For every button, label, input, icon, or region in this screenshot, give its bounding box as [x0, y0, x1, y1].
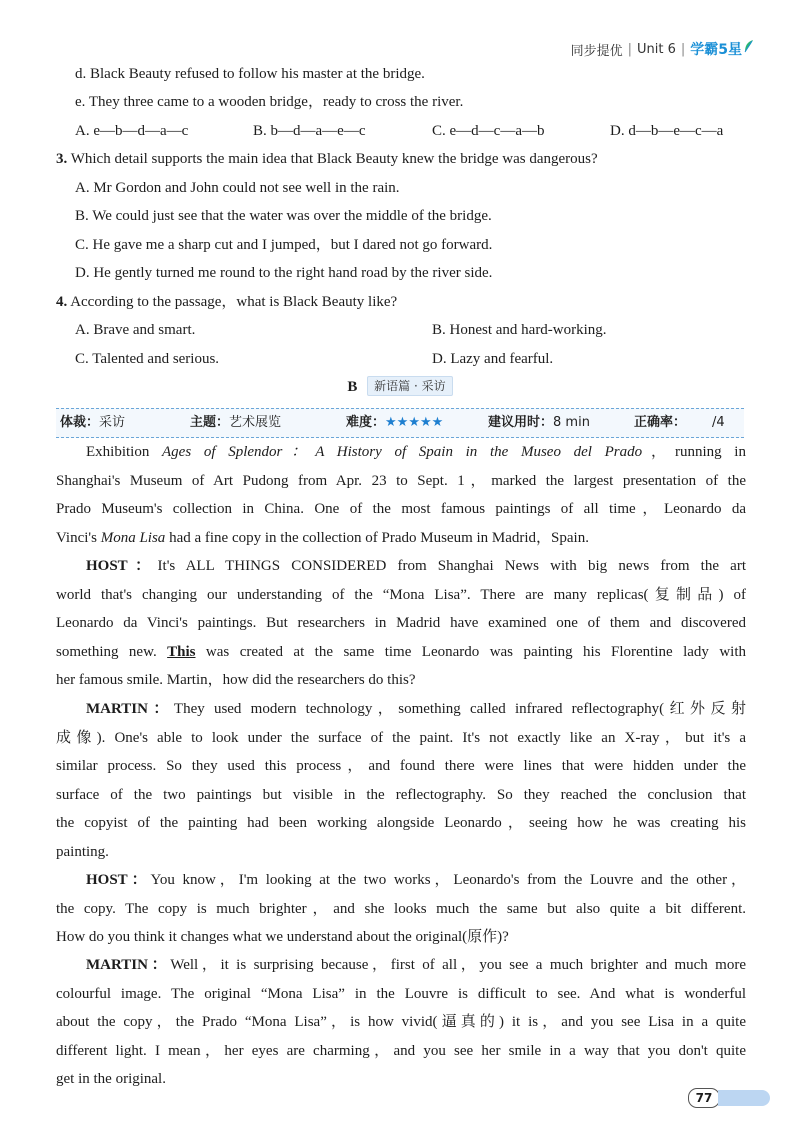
martin1-line-5: the copyist of the painting had been working alongside Leonardo，seeing how he was creating his: [56, 815, 746, 831]
page-number-badge: [688, 1088, 770, 1108]
martin2-line-5: get in the original.: [56, 1071, 166, 1087]
q3-option-a[interactable]: A. Mr Gordon and John could not see well in the rain.: [75, 180, 400, 196]
q2-option-a[interactable]: A. e—b—d—a—c: [75, 123, 189, 139]
q2-option-d[interactable]: D. d—b—e—c—a: [610, 123, 724, 139]
info-genre-key: 体裁：: [60, 415, 100, 430]
host1-text: something new.: [56, 643, 168, 660]
q4-stem-text: According to the passage，what is Black Beauty like?: [70, 294, 398, 310]
info-topic: [190, 409, 281, 437]
host1-line-4: [56, 638, 746, 667]
difficulty-stars-icon: ★★★★★: [385, 415, 444, 430]
info-time-value: 8 min: [553, 415, 590, 430]
martin1-line-1: [56, 695, 746, 724]
highlighted-word-this: This: [167, 643, 196, 660]
info-accuracy-value: /4: [712, 415, 725, 430]
host1-line-1: [56, 552, 746, 581]
q2-statement-d: d. Black Beauty refused to follow his master at the bridge.: [75, 66, 425, 82]
q3-stem-text: Which detail supports the main idea that Black Beauty knew the bridge was dangerous?: [70, 151, 598, 167]
brand-leaf-icon: [743, 39, 754, 53]
host1-text: It's ALL THINGS CONSIDERED from Shanghai News with big news from the art: [157, 558, 746, 574]
q3-option-b[interactable]: B. We could just see that the water was over the middle of the bridge.: [75, 208, 492, 224]
running-header: [571, 38, 754, 60]
q4-number: 4.: [56, 294, 68, 310]
section-tag: 新语篇 · 采访: [367, 376, 452, 396]
q2-option-c[interactable]: C. e—d—c—a—b: [432, 123, 545, 139]
q4-option-a[interactable]: A. Brave and smart.: [75, 322, 196, 338]
info-time-key: 建议用时：: [488, 415, 554, 430]
passage-martin-2: [56, 951, 746, 1094]
martin2-line-1: [56, 951, 746, 980]
martin1-line-2: 成像). One's able to look under the surface of the paint. It's not exactly like an X-ray，but it's a: [56, 729, 746, 746]
section-b-heading: [0, 376, 800, 397]
martin1-line-4: surface of the two paintings but visible in the reflectography. So they reached the conclusion that: [56, 786, 746, 803]
host1-line-3: Leonardo da Vinci's paintings. But researchers in Madrid have examined one of them and discovered: [56, 615, 746, 631]
info-time: [488, 409, 590, 437]
info-accuracy-key: 正确率：: [634, 415, 687, 430]
martin1-line-6: painting.: [56, 843, 109, 860]
speaker-host: HOST：: [86, 872, 151, 888]
martin2-line-2: colourful image. The original “Mona Lisa” in the Louvre is difficult to see. And what is wonderful: [56, 985, 746, 1002]
painting-title: Mona Lisa: [100, 529, 166, 546]
header-brand: 学霸5星: [690, 42, 742, 58]
martin1-line-3: similar process. So they used this process，and found there were lines that were hidden under the: [56, 758, 746, 774]
q3-option-d[interactable]: D. He gently turned me round to the right hand road by the river side.: [75, 265, 493, 281]
host2-line-2: the copy. The copy is much brighter，and she looks much the same but also quite a bit different.: [56, 900, 746, 917]
q4-option-b[interactable]: B. Honest and hard-working.: [432, 322, 607, 338]
host1-line-5: her famous smile. Martin，how did the researchers do this?: [56, 672, 416, 688]
speaker-martin: MARTIN：: [86, 957, 171, 973]
page-number-tab: [718, 1090, 770, 1106]
host2-line-1: [56, 866, 746, 895]
section-letter: B: [347, 379, 358, 395]
intro-text: had a fine copy in the collection of Prado Museum in Madrid，Spain.: [165, 529, 589, 546]
passage-martin-1: [56, 695, 746, 866]
info-topic-key: 主题：: [190, 415, 230, 430]
host2-line-3: How do you think it changes what we understand about the original(原作)?: [56, 929, 509, 945]
header-separator-2: |: [680, 41, 686, 57]
intro-line-2: Shanghai's Museum of Art Pudong from Apr. 23 to Sept. 1，marked the largest presentation of the: [56, 472, 746, 489]
q3-option-c[interactable]: C. He gave me a sharp cut and I jumped，but I dared not go forward.: [75, 237, 493, 253]
martin2-text: Well，it is surprising because，first of all，you see a much brighter and much more: [170, 957, 746, 973]
speaker-host: HOST：: [86, 558, 158, 574]
info-accuracy: [634, 409, 725, 437]
host2-text: You know，I'm looking at the two works，Leonardo's from the Louvre and the other，: [150, 872, 746, 888]
q4-option-d[interactable]: D. Lazy and fearful.: [432, 351, 554, 367]
q4-stem: [56, 292, 397, 312]
martin1-text: They used modern technology，something called infrared reflectography(红外反射: [173, 701, 746, 717]
page-number: 77: [688, 1088, 720, 1108]
q3-number: 3.: [56, 151, 68, 167]
host1-text: was created at the same time Leonardo was painting his Florentine lady with: [195, 643, 746, 660]
intro-line-4: [56, 524, 746, 553]
q2-option-b[interactable]: B. b—d—a—e—c: [253, 123, 366, 139]
intro-line-3: Prado Museum's collection in China. One of the most famous paintings of all time，Leonardo da: [56, 501, 746, 517]
info-difficulty: [346, 409, 443, 437]
q4-option-c[interactable]: C. Talented and serious.: [75, 351, 220, 367]
info-genre-value: 采访: [99, 415, 126, 430]
exhibition-title: Ages of Splendor：A History of Spain in the Museo del Prado: [162, 444, 643, 460]
martin2-line-3: about the copy，the Prado “Mona Lisa”，is how vivid(逼真的) it is，and you see Lisa in a quite: [56, 1014, 746, 1030]
header-series: 同步提优: [570, 43, 623, 59]
host1-line-2: world that's changing our understanding of the “Mona Lisa”. There are many replicas(复制品) of: [56, 586, 746, 603]
intro-text: Exhibition: [86, 444, 163, 460]
info-difficulty-key: 难度：: [346, 415, 386, 430]
passage-info-bar: [56, 408, 744, 438]
speaker-martin: MARTIN：: [86, 701, 174, 717]
header-unit: Unit 6: [636, 41, 676, 57]
q3-stem: [56, 149, 598, 169]
intro-text: Vinci's: [56, 529, 101, 546]
info-topic-value: 艺术展览: [229, 415, 282, 430]
intro-text: ，running in: [642, 444, 746, 460]
header-separator: |: [627, 41, 632, 57]
passage-host-2: [56, 866, 746, 952]
info-genre: [60, 409, 125, 437]
q2-statement-e: e. They three came to a wooden bridge，ready to cross the river.: [75, 94, 464, 110]
martin2-line-4: different light. I mean，her eyes are charming，and you see her smile in a way that you don't quite: [56, 1042, 746, 1059]
passage-host-1: [56, 552, 746, 695]
passage-intro: [56, 438, 746, 552]
intro-line-1: [56, 438, 746, 467]
